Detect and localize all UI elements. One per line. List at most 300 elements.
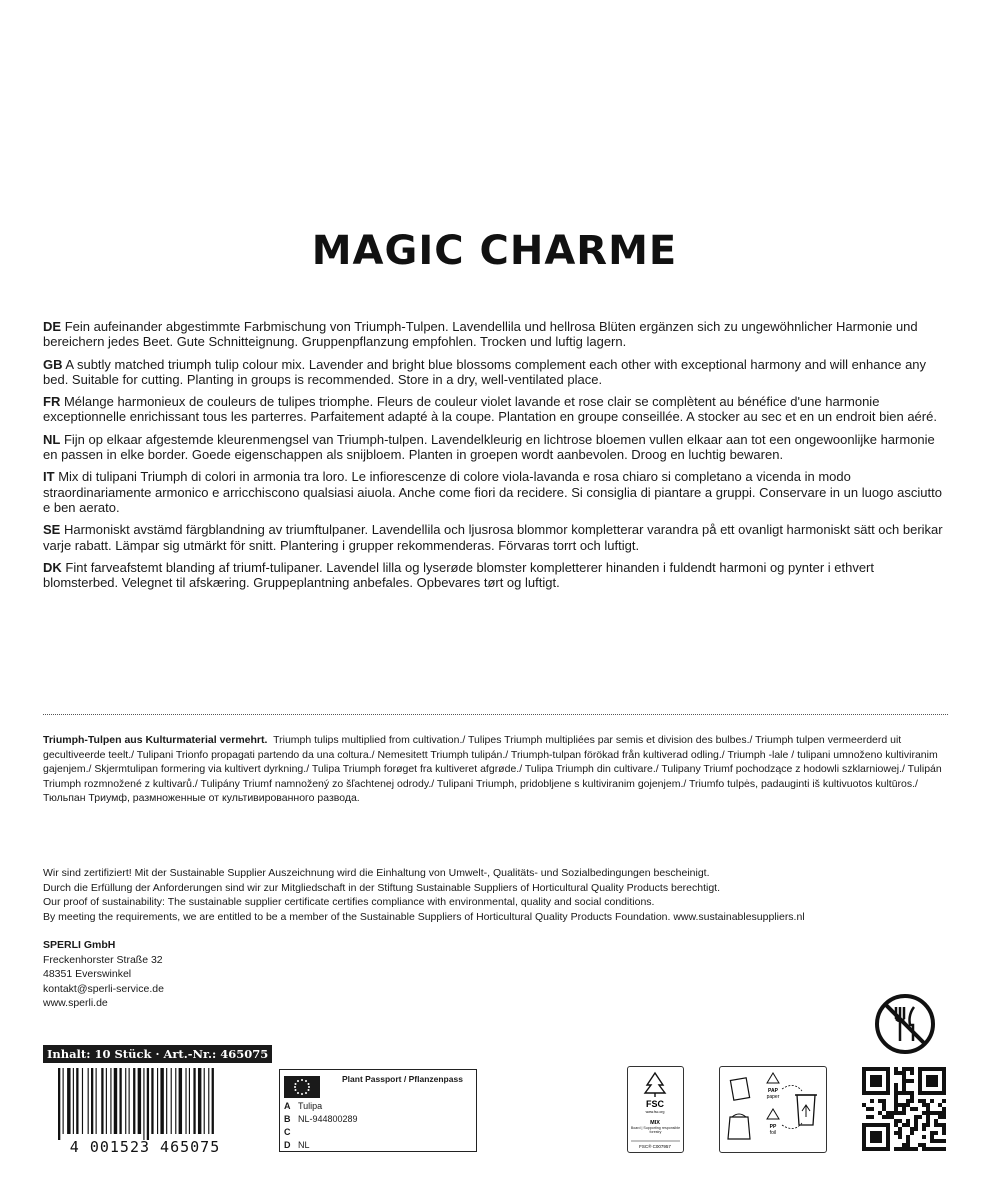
qr-module xyxy=(870,1131,874,1135)
qr-module xyxy=(894,1111,898,1115)
fsc-url: www.fsc.org xyxy=(645,1110,665,1114)
qr-module xyxy=(926,1147,930,1151)
qr-module xyxy=(882,1103,886,1107)
qr-module xyxy=(934,1075,938,1079)
qr-module xyxy=(882,1091,886,1095)
recycle-paper-icon xyxy=(767,1073,780,1100)
origin-note xyxy=(43,733,948,806)
barcode-bar xyxy=(151,1068,153,1134)
qr-module xyxy=(938,1147,942,1151)
barcode-bar xyxy=(175,1068,176,1134)
fsc-tree-icon xyxy=(628,1067,683,1152)
qr-module xyxy=(886,1139,890,1143)
qr-module xyxy=(938,1103,942,1107)
qr-module xyxy=(930,1075,934,1079)
qr-module xyxy=(910,1127,914,1131)
qr-module xyxy=(898,1071,902,1075)
qr-module xyxy=(894,1095,898,1099)
qr-module xyxy=(862,1075,866,1079)
qr-module xyxy=(906,1079,910,1083)
qr-module xyxy=(870,1139,874,1143)
qr-module xyxy=(902,1083,906,1087)
qr-module xyxy=(878,1079,882,1083)
qr-module xyxy=(918,1099,922,1103)
qr-module xyxy=(934,1111,938,1115)
qr-module xyxy=(898,1147,902,1151)
qr-module xyxy=(930,1083,934,1087)
qr-module xyxy=(886,1091,890,1095)
qr-module xyxy=(922,1127,926,1131)
qr-module xyxy=(878,1083,882,1087)
barcode-bar xyxy=(212,1068,214,1134)
qr-module xyxy=(938,1091,942,1095)
qr-module xyxy=(942,1075,946,1079)
qr-module xyxy=(918,1071,922,1075)
qr-module xyxy=(870,1079,874,1083)
qr-module xyxy=(902,1123,906,1127)
description-gb: GB A subtly matched triumph tulip colour mix. Lavender and bright blue blossoms complement each other with exceptional harmony and will enhance any bed. Suitable for cutting. Planting in groups is recommended. Store in a dry, well-ventilated place. xyxy=(43,356,927,387)
qr-module xyxy=(926,1079,930,1083)
qr-module xyxy=(870,1091,874,1095)
barcode-bar xyxy=(160,1068,163,1134)
barcode-bar xyxy=(189,1068,190,1134)
qr-module xyxy=(922,1091,926,1095)
qr-module xyxy=(878,1123,882,1127)
barcode-bar xyxy=(138,1068,141,1134)
qr-module xyxy=(918,1087,922,1091)
qr-module xyxy=(878,1099,882,1103)
qr-module xyxy=(934,1139,938,1143)
qr-module xyxy=(878,1075,882,1079)
qr-module xyxy=(894,1131,898,1135)
qr-module xyxy=(870,1123,874,1127)
qr-module xyxy=(862,1139,866,1143)
cert-line: By meeting the requirements, we are entitled to be a member of the Sustainable Suppliers of Horticultural Quality Products Foundation. www.sustainablesuppliers.nl xyxy=(43,910,805,923)
qr-module xyxy=(914,1115,918,1119)
passport-row-c: C xyxy=(284,1127,291,1137)
description-nl: NL Fijn op elkaar afgestemde kleurenmengsel van Triumph-tulpen. Lavendelkleurig en lichtrose bloemen vullen elkaar aan tot een ongewoonlijke harmonie en passen in elke border. Goede eigenschappen als snijbloem. Planten in groepen wordt aanbevolen. Droog en luchtig bewaren. xyxy=(43,431,935,463)
barcode-bar xyxy=(157,1068,158,1134)
qr-module xyxy=(894,1099,898,1103)
qr-module xyxy=(906,1091,910,1095)
qr-module xyxy=(942,1083,946,1087)
qr-module xyxy=(866,1091,870,1095)
qr-module xyxy=(878,1139,882,1143)
street: Freckenhorster Straße 32 xyxy=(43,953,163,966)
qr-module xyxy=(910,1131,914,1135)
barcode-bar xyxy=(88,1068,89,1134)
qr-module xyxy=(942,1099,946,1103)
qr-module xyxy=(942,1131,946,1135)
qr-module xyxy=(906,1123,910,1127)
qr-module xyxy=(934,1147,938,1151)
qr-module xyxy=(894,1091,898,1095)
qr-module xyxy=(906,1143,910,1147)
recycle-pp-icon xyxy=(767,1109,779,1136)
qr-module xyxy=(942,1071,946,1075)
pp-code: PP xyxy=(769,1124,777,1130)
qr-module xyxy=(942,1115,946,1119)
qr-module xyxy=(922,1135,926,1139)
qr-module xyxy=(922,1067,926,1071)
qr-module xyxy=(930,1099,934,1103)
qr-module xyxy=(934,1083,938,1087)
qr-module xyxy=(866,1115,870,1119)
qr-module xyxy=(862,1131,866,1135)
qr-module xyxy=(866,1147,870,1151)
description-it: IT Mix di tulipani Triumph di colori in armonia tra loro. Le infiorescenze di colore viola-lavanda e rosa chiaro si completano a vicenda in modo straordinariamente armonico e arricchiscono qualsiasi aiuola. Anche come fiori da recidere. Si consiglia di piantare a gruppi. Conservare in un luogo asciutto e ben aerato. xyxy=(43,469,942,515)
qr-module xyxy=(874,1123,878,1127)
qr-module xyxy=(942,1147,946,1151)
qr-module xyxy=(906,1099,910,1103)
qr-module xyxy=(930,1079,934,1083)
barcode-bar xyxy=(96,1068,97,1134)
qr-module xyxy=(914,1147,918,1151)
qr-module xyxy=(914,1119,918,1123)
qr-module xyxy=(910,1147,914,1151)
qr-module xyxy=(922,1123,926,1127)
qr-module xyxy=(862,1123,866,1127)
qr-module xyxy=(914,1107,918,1111)
passport-row-d: D NL xyxy=(284,1140,310,1150)
barcode-bar xyxy=(204,1068,205,1134)
qr-module xyxy=(918,1091,922,1095)
qr-module xyxy=(942,1139,946,1143)
qr-module xyxy=(894,1119,898,1123)
qr-module xyxy=(902,1111,906,1115)
barcode-digits: 4 001523 465075 xyxy=(69,1138,221,1156)
qr-module xyxy=(870,1147,874,1151)
qr-module xyxy=(934,1079,938,1083)
barcode-bar xyxy=(133,1068,135,1134)
barcode-bar xyxy=(147,1068,149,1140)
fsc-logo xyxy=(627,1066,684,1153)
qr-module xyxy=(878,1147,882,1151)
qr-module xyxy=(906,1135,910,1139)
qr-module xyxy=(898,1135,902,1139)
qr-module xyxy=(878,1067,882,1071)
paper-label: paper xyxy=(766,1094,780,1100)
qr-module xyxy=(886,1127,890,1131)
fsc-claim: Board | Supporting responsible forestry xyxy=(630,1126,681,1134)
qr-module xyxy=(942,1067,946,1071)
qr-module xyxy=(934,1091,938,1095)
qr-module xyxy=(886,1123,890,1127)
barcode-bar xyxy=(73,1068,74,1134)
content-badge: Inhalt: 10 Stück · Art.-Nr.: 465075 xyxy=(43,1045,272,1063)
fsc-mix: MIX xyxy=(650,1120,660,1126)
qr-module xyxy=(894,1071,898,1075)
dotted-divider xyxy=(43,714,948,715)
qr-module xyxy=(894,1087,898,1091)
qr-module xyxy=(862,1087,866,1091)
qr-module xyxy=(930,1139,934,1143)
qr-module xyxy=(882,1067,886,1071)
qr-module xyxy=(870,1083,874,1087)
qr-module xyxy=(938,1139,942,1143)
qr-module xyxy=(882,1147,886,1151)
qr-module xyxy=(902,1067,906,1071)
qr-module xyxy=(886,1087,890,1091)
qr-module xyxy=(882,1107,886,1111)
qr-module xyxy=(874,1139,878,1143)
qr-module xyxy=(926,1103,930,1107)
qr-module xyxy=(894,1107,898,1111)
qr-module xyxy=(878,1091,882,1095)
barcode-bar xyxy=(193,1068,195,1134)
description-dk: DK Fint farveafstemt blanding af triumf-tulipaner. Lavendel lilla og lyserøde blomster kompletterer hinanden i fuldendt harmoni og pynter i ethvert blomsterbed. Velegnet til afskæring. Gruppeplantning anbefales. Opbevares tørt og luftigt. xyxy=(43,559,874,591)
qr-module xyxy=(882,1115,886,1119)
qr-module xyxy=(922,1103,926,1107)
company-name: SPERLI GmbH xyxy=(43,939,116,951)
qr-module xyxy=(918,1143,922,1147)
qr-module xyxy=(902,1103,906,1107)
barcode-bar xyxy=(110,1068,111,1134)
recycling-info xyxy=(719,1066,827,1153)
qr-module xyxy=(902,1091,906,1095)
qr-module xyxy=(874,1083,878,1087)
qr-module xyxy=(870,1135,874,1139)
qr-module xyxy=(934,1131,938,1135)
qr-module xyxy=(886,1115,890,1119)
qr-module xyxy=(930,1131,934,1135)
paper-bag-icon xyxy=(730,1078,749,1100)
qr-module xyxy=(918,1067,922,1071)
origin-bold: Triumph-Tulpen aus Kulturmaterial vermehrt. xyxy=(43,734,268,746)
qr-module xyxy=(898,1091,902,1095)
address-block xyxy=(43,938,164,1011)
qr-module xyxy=(902,1147,906,1151)
cert-line: Wir sind zertifiziert! Mit der Sustainable Supplier Auszeichnung wird die Einhaltung von Umwelt-, Qualitäts- und Sozialbedingungen bescheinigt. xyxy=(43,867,710,879)
qr-module xyxy=(874,1135,878,1139)
barcode-bar xyxy=(198,1068,201,1134)
qr-module xyxy=(870,1075,874,1079)
qr-module xyxy=(930,1067,934,1071)
fsc-code: FSC® C007957 xyxy=(639,1144,671,1149)
barcode-bar xyxy=(82,1068,83,1134)
no-food-icon xyxy=(874,993,936,1055)
qr-module xyxy=(886,1131,890,1135)
qr-module xyxy=(926,1091,930,1095)
qr-module xyxy=(938,1123,942,1127)
qr-module xyxy=(914,1123,918,1127)
qr-module xyxy=(874,1067,878,1071)
qr-module xyxy=(910,1067,914,1071)
qr-module xyxy=(906,1103,910,1107)
qr-module xyxy=(862,1143,866,1147)
qr-module xyxy=(894,1103,898,1107)
barcode-bar xyxy=(185,1068,186,1134)
qr-module xyxy=(942,1111,946,1115)
qr-module xyxy=(898,1103,902,1107)
qr-module xyxy=(926,1075,930,1079)
qr-module xyxy=(926,1107,930,1111)
qr-module xyxy=(870,1099,874,1103)
paper-code: PAP xyxy=(768,1088,778,1094)
qr-module xyxy=(870,1067,874,1071)
qr-module xyxy=(902,1071,906,1075)
qr-module xyxy=(874,1091,878,1095)
qr-module xyxy=(866,1123,870,1127)
qr-module xyxy=(910,1091,914,1095)
qr-module xyxy=(886,1143,890,1147)
qr-module xyxy=(906,1119,910,1123)
barcode-bar xyxy=(106,1068,107,1134)
qr-module xyxy=(926,1115,930,1119)
qr-module xyxy=(926,1119,930,1123)
qr-module xyxy=(922,1147,926,1151)
qr-module xyxy=(894,1067,898,1071)
qr-module xyxy=(862,1127,866,1131)
cert-line: Durch die Erfüllung der Anforderungen sind wir zur Mitgliedschaft in der Stiftung Sustainable Suppliers of Horticultural Quality Products berechtigt. xyxy=(43,881,721,894)
qr-module xyxy=(870,1115,874,1119)
description-se: SE Harmoniskt avstämd färgblandning av triumftulpaner. Lavendellila och ljusrosa blommor kompletterar varandra på ett ovanligt harmoniskt sätt och berikar varje rabatt. Lämpar sig utmärkt för snitt. Plantering i grupper rekommenderas. Förvaras torrt och luftigt. xyxy=(43,522,943,553)
qr-module xyxy=(886,1147,890,1151)
barcode-bar xyxy=(114,1068,117,1134)
qr-module xyxy=(926,1083,930,1087)
qr-module xyxy=(886,1071,890,1075)
barcode-bar xyxy=(101,1068,103,1134)
barcode-bar xyxy=(67,1068,70,1134)
qr-module xyxy=(934,1119,938,1123)
barcode-bar xyxy=(129,1068,130,1134)
qr-module xyxy=(890,1115,894,1119)
qr-module xyxy=(906,1147,910,1151)
qr-module xyxy=(902,1075,906,1079)
cert-line: Our proof of sustainability: The sustainable supplier certificate certifies compliance with environmental, quality and social conditions. xyxy=(43,896,655,908)
passport-header: Plant Passport / Pflanzenpass xyxy=(342,1074,463,1084)
origin-text: Triumph tulips multiplied from cultivation./ Tulipes Triumph multipliées par semis et division des bulbes./ Triumph tulpen vermeerderd uit gecultiveerde teelt./ Tulipani Trionfo propagati partendo da una coltura./ Nemesitett Triumph tulipán./ Triumph-tulpan förökad från kultiverad odling./ Triumph -lale / tulipani umnoženo kultiviranim gajenjem./ Skjermtulipan formering via kultivert dyrkning./ Tulipa Triumph forøget fra kultiveret afgrøde./ Tulipa Triumph din cultivare./ Tulipany Triumf pochodzące z hodowli szklarniowej./ Tulipán Triumph rozmnožené z kultivarů./ Tulipány Triumf namnožený zo šľachtenej odrody./ Tulipani Triumph, pridobljene s kultiviranim gojenjem./ Triumfo tulpės, padauginti iš kultivuotos kultūros./ Тюльпан Триумф, размноженные от культивированного развода. xyxy=(43,734,942,804)
qr-module xyxy=(870,1107,874,1111)
qr-module xyxy=(886,1067,890,1071)
recycle-icon xyxy=(795,1095,817,1125)
qr-module xyxy=(926,1067,930,1071)
website: www.sperli.de xyxy=(43,997,108,1009)
email: kontakt@sperli-service.de xyxy=(43,982,164,995)
barcode-bar xyxy=(179,1068,182,1134)
barcode-bar xyxy=(58,1068,60,1140)
qr-module xyxy=(874,1131,878,1135)
qr-module xyxy=(866,1067,870,1071)
barcode-bar xyxy=(63,1068,64,1134)
qr-module xyxy=(894,1123,898,1127)
qr-module xyxy=(938,1111,942,1115)
qr-module xyxy=(906,1067,910,1071)
qr-module xyxy=(930,1091,934,1095)
qr-module xyxy=(902,1087,906,1091)
qr-module xyxy=(878,1111,882,1115)
qr-module xyxy=(926,1123,930,1127)
qr-module xyxy=(898,1127,902,1131)
pp-label: foil xyxy=(769,1130,777,1136)
qr-module xyxy=(890,1111,894,1115)
qr-module xyxy=(930,1111,934,1115)
qr-module xyxy=(914,1127,918,1131)
qr-module xyxy=(874,1147,878,1151)
qr-module xyxy=(934,1123,938,1127)
qr-module xyxy=(910,1099,914,1103)
qr-module xyxy=(942,1091,946,1095)
barcode-bar xyxy=(76,1068,78,1134)
qr-module xyxy=(882,1123,886,1127)
qr-module xyxy=(886,1079,890,1083)
qr-module xyxy=(894,1083,898,1087)
qr-module xyxy=(898,1119,902,1123)
qr-module xyxy=(918,1075,922,1079)
qr-module xyxy=(922,1111,926,1115)
qr-module xyxy=(910,1071,914,1075)
qr-module xyxy=(934,1067,938,1071)
foil-bag-icon xyxy=(728,1114,750,1139)
qr-module xyxy=(942,1123,946,1127)
barcode-bar xyxy=(171,1068,172,1134)
barcode-bar xyxy=(125,1068,126,1134)
qr-module xyxy=(926,1111,930,1115)
qr-module xyxy=(942,1107,946,1111)
qr-module xyxy=(918,1083,922,1087)
description-fr: FR Mélange harmonieux de couleurs de tulipes triomphe. Fleurs de couleur violet lavande et rose clair se complètent au bénéfice d'une harmonie exceptionnelle enrichissant tous les parterres. Parfaitement adapté à la coupe. Plantation en groupe conseillée. A stocker au sec et en un endroit bien aéré. xyxy=(43,394,937,425)
qr-module xyxy=(862,1091,866,1095)
qr-module xyxy=(862,1067,866,1071)
qr-module xyxy=(902,1079,906,1083)
qr-module xyxy=(878,1131,882,1135)
qr-module xyxy=(886,1135,890,1139)
description-de: DE Fein aufeinander abgestimmte Farbmischung von Triumph-Tulpen. Lavendellila und hellrosa Blüten ergänzen sich zu ungewöhnlicher Harmonie und bereichern jedes Beet. Gute Schnitteignung. Gruppenpflanzung empfohlen. Trocken und luftig lagern. xyxy=(43,319,918,350)
qr-module xyxy=(922,1099,926,1103)
passport-row-a: A Tulipa xyxy=(284,1101,323,1111)
qr-module xyxy=(882,1099,886,1103)
fsc-label: FSC xyxy=(646,1099,664,1109)
barcode-bar xyxy=(143,1068,144,1140)
qr-module xyxy=(874,1075,878,1079)
qr-module xyxy=(930,1135,934,1139)
eu-flag-icon xyxy=(284,1076,320,1098)
qr-module xyxy=(886,1075,890,1079)
passport-row-b: B NL-944800289 xyxy=(284,1114,358,1124)
qr-module xyxy=(862,1103,866,1107)
qr-module xyxy=(942,1079,946,1083)
qr-module xyxy=(902,1107,906,1111)
qr-code-icon xyxy=(862,1067,946,1151)
qr-module xyxy=(862,1071,866,1075)
qr-module xyxy=(930,1147,934,1151)
barcode-bar xyxy=(91,1068,93,1134)
barcode-bar xyxy=(166,1068,167,1134)
qr-module xyxy=(878,1135,882,1139)
page-title: MAGIC CHARME xyxy=(311,228,678,274)
barcode-bar xyxy=(208,1068,209,1134)
qr-module xyxy=(938,1067,942,1071)
qr-module xyxy=(918,1115,922,1119)
qr-module xyxy=(910,1107,914,1111)
qr-module xyxy=(898,1131,902,1135)
barcode-bar xyxy=(119,1068,121,1134)
qr-module xyxy=(906,1139,910,1143)
qr-module xyxy=(918,1079,922,1083)
qr-module xyxy=(898,1111,902,1115)
certification-block xyxy=(43,866,948,924)
qr-module xyxy=(862,1147,866,1151)
barcode xyxy=(52,1068,238,1156)
qr-module xyxy=(942,1087,946,1091)
qr-module xyxy=(874,1079,878,1083)
qr-module xyxy=(922,1143,926,1147)
qr-module xyxy=(862,1135,866,1139)
qr-module xyxy=(910,1079,914,1083)
qr-module xyxy=(942,1127,946,1131)
qr-module xyxy=(902,1143,906,1147)
qr-module xyxy=(862,1083,866,1087)
